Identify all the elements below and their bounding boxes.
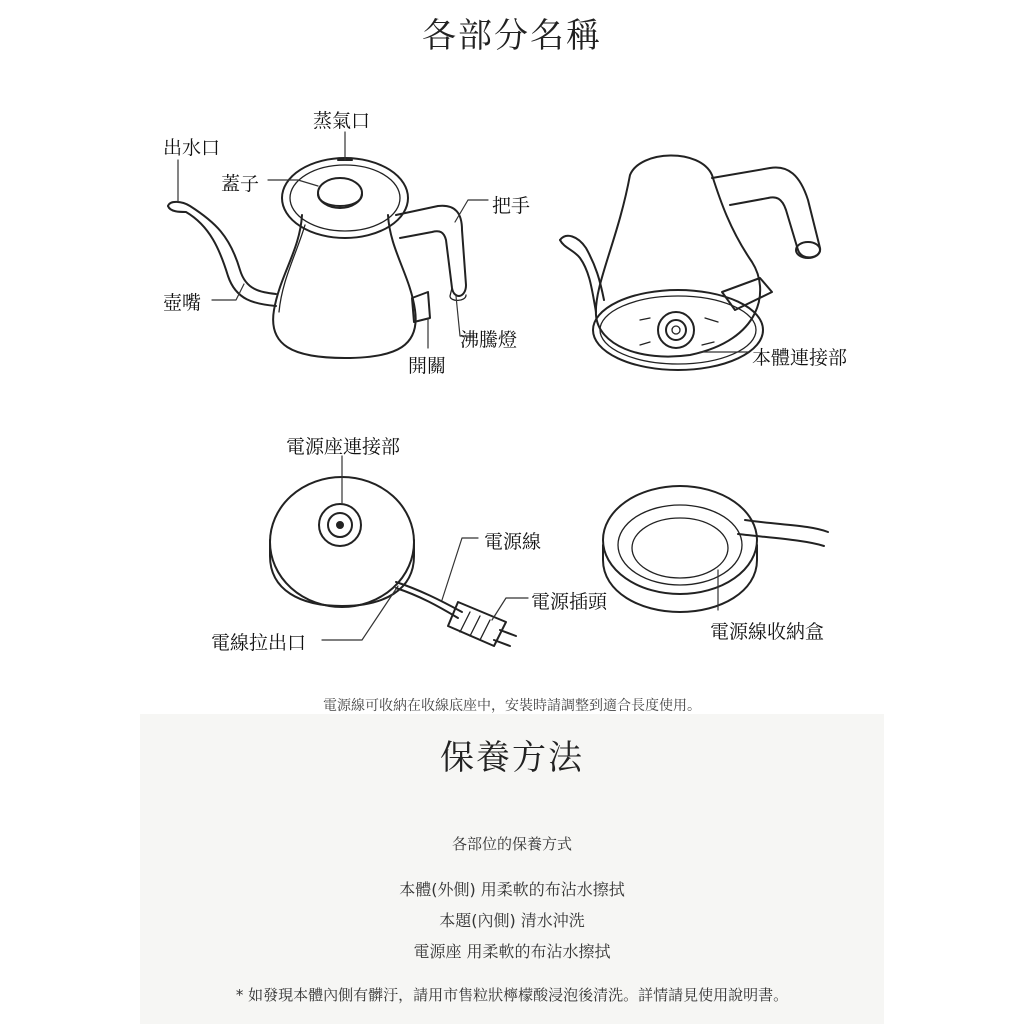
label-cord-outlet: 電線拉出口 bbox=[211, 632, 307, 654]
care-title: 保養方法 bbox=[440, 738, 584, 778]
care-subtitle: 各部位的保養方式 bbox=[451, 835, 572, 853]
label-body-connector: 本體連接部 bbox=[752, 347, 848, 369]
care-footnote: * 如發現本體內側有髒汙，請用市售粒狀檸檬酸浸泡後清洗。詳情請見使用說明書。 bbox=[235, 986, 789, 1004]
care-item-power-base: 電源座 用柔軟的布沾水擦拭 bbox=[413, 942, 611, 961]
label-cord-storage: 電源線收納盒 bbox=[710, 621, 825, 643]
label-base-connector: 電源座連接部 bbox=[286, 436, 401, 458]
care-item-body-outer: 本體(外側) 用柔軟的布沾水擦拭 bbox=[399, 880, 625, 899]
care-item-body-inner: 本題(內側) 清水沖洗 bbox=[439, 911, 585, 930]
label-boil-light: 沸騰燈 bbox=[460, 329, 518, 351]
label-handle: 把手 bbox=[492, 195, 531, 217]
label-steam-vent: 蒸氣口 bbox=[313, 110, 371, 132]
label-power-cord: 電源線 bbox=[484, 531, 542, 553]
kettle-front-drawing bbox=[168, 132, 488, 358]
parts-title: 各部分名稱 bbox=[422, 16, 602, 56]
cord-storage-note: 電源線可收納在收線底座中，安裝時請調整到適合長度使用。 bbox=[323, 698, 701, 714]
kettle-underside-drawing bbox=[560, 155, 820, 370]
label-power-plug: 電源插頭 bbox=[531, 591, 608, 613]
label-switch: 開關 bbox=[408, 355, 447, 377]
label-spout: 壺嘴 bbox=[163, 292, 202, 314]
cord-storage-drawing bbox=[603, 486, 828, 612]
label-lid: 蓋子 bbox=[221, 173, 260, 195]
label-spout-outlet: 出水口 bbox=[163, 137, 221, 159]
